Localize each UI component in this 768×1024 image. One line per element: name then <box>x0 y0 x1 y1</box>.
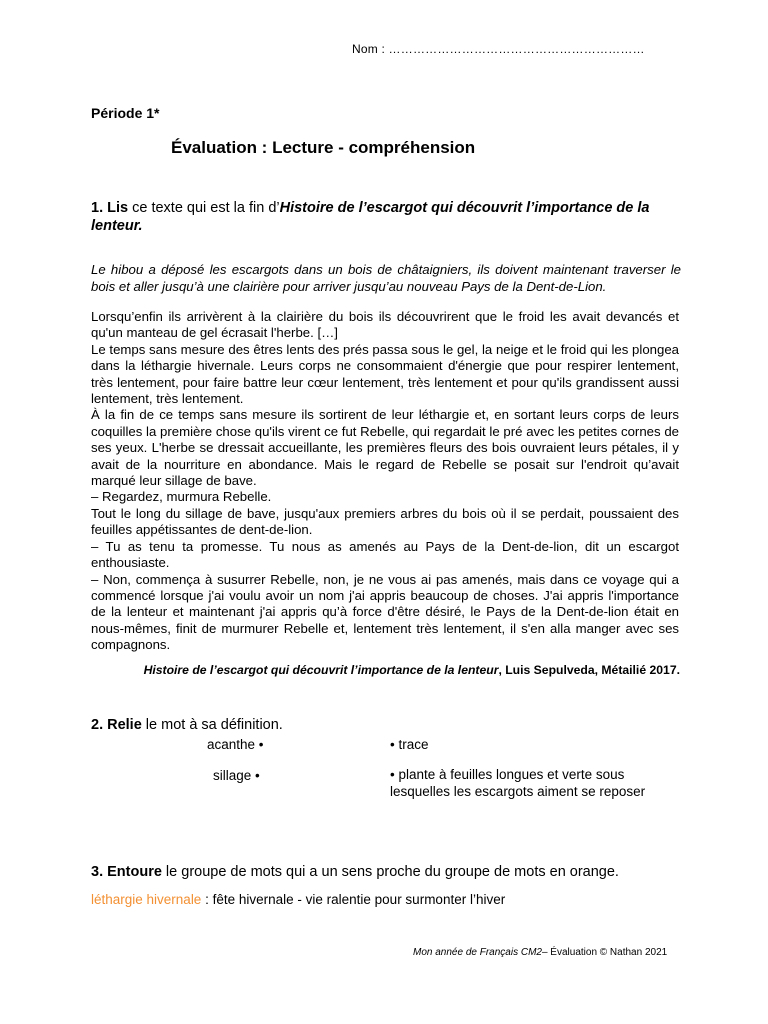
question-3-number: 3. Entoure <box>91 864 162 880</box>
question-3-text: le groupe de mots qui a un sens proche du groupe de mots en orange. <box>161 864 619 880</box>
period-label: Période 1* <box>91 105 160 121</box>
question-3-answer-line <box>91 892 505 907</box>
source-author: , Luis Sepulveda, Métailié 2017. <box>498 663 680 677</box>
page-title: Évaluation : Lecture - compréhension <box>171 138 476 157</box>
story-paragraph-3: À la fin de ce temps sans mesure ils sortirent de leur léthargie et, en sortant leurs corps de leurs coquilles la première chose qu'ils virent ce fut Rebelle, qui regardait le pré avec les petites cornes de ses yeux. L'herbe se dressait accueillante, les premières fleurs des bois ouvraient leurs pétales, il y avait de la nourriture en abondance. Mais le regard de Rebelle se posait sur l'endroit qu’avait marqué leur sillage de bave. <box>91 407 679 489</box>
intro-paragraph: Le hibou a déposé les escargots dans un bois de châtaigniers, ils doivent maintenant traverser le bois et aller jusqu’à une clairière pour arriver jusqu’au nouveau Pays de la Dent-de-Lion. <box>91 262 681 294</box>
question-1-text: ce texte qui est la fin d’ <box>128 200 280 216</box>
story-text <box>91 309 679 654</box>
question-2-text: le mot à sa définition. <box>141 717 283 733</box>
story-paragraph-1: Lorsqu’enfin ils arrivèrent à la clairière du bois ils découvrirent que le froid les avait devancés et qu'un manteau de gel écrasait l'herbe. […] <box>91 309 679 341</box>
question-2-number: 2. Relie <box>91 717 142 733</box>
match-word-acanthe[interactable]: acanthe • <box>207 737 264 752</box>
question-1-book-title: Histoire de l’escargot qui découvrit l’importance de la lenteur. <box>91 200 650 234</box>
question-2 <box>91 716 681 734</box>
source-title: Histoire de l’escargot qui découvrit l’importance de la lenteur <box>143 663 499 677</box>
match-word-sillage[interactable]: sillage • <box>213 768 260 783</box>
footer-copyright <box>413 947 667 958</box>
source-citation <box>108 663 680 677</box>
question-1-number: 1. Lis <box>91 200 129 216</box>
story-paragraph-5: Tout le long du sillage de bave, jusqu'aux premiers arbres du bois où il se perdait, poussaient des feuilles appétissantes de dent-de-lion. <box>91 505 679 538</box>
match-definition-plante[interactable]: • plante à feuilles longues et verte sous lesquelles les escargots aiment se reposer <box>390 767 646 799</box>
story-paragraph-7: – Non, commença à susurrer Rebelle, non, je ne vous ai pas amenés, mais dans ce voyage qui a commencé lorsque j'ai voulu avoir un nom j'ai appris beaucoup de choses. J'ai appris l'importance de la lenteur et maintenant j'ai appris qu’à force d'être désiré, le Pays de la Dent-de-lion était en nous-mêmes, finit de murmurer Rebelle et, lentement très lentement, il s'en alla manger avec ses compagnons. <box>91 571 679 653</box>
name-field-label: Nom : ……………………………………………………… <box>352 42 645 56</box>
question-1 <box>91 199 681 235</box>
footer-rest: – Évaluation © Nathan 2021 <box>541 947 668 958</box>
match-definition-trace[interactable]: • trace <box>390 737 429 752</box>
story-paragraph-6: – Tu as tenu ta promesse. Tu nous as amenés au Pays de la Dent-de-lion, dit un escargot enthousiaste. <box>91 538 679 571</box>
answer-options[interactable]: : fête hivernale - vie ralentie pour surmonter l’hiver <box>201 892 506 907</box>
story-paragraph-2: Le temps sans mesure des êtres lents des prés passa sous le gel, la neige et le froid qui les plongea dans la léthargie hivernale. Leurs corps ne consommaient d'énergie que pour respirer lentement, très lentement, pour faire battre leur cœur lentement, très lentement et pour qu'ils grandissent aussi lentement, très lentement. <box>91 341 679 407</box>
highlight-phrase: léthargie hivernale <box>91 892 202 907</box>
question-3 <box>91 863 681 881</box>
footer-book-name: Mon année de Français CM2 <box>413 947 542 958</box>
story-paragraph-4: – Regardez, murmura Rebelle. <box>91 489 272 505</box>
